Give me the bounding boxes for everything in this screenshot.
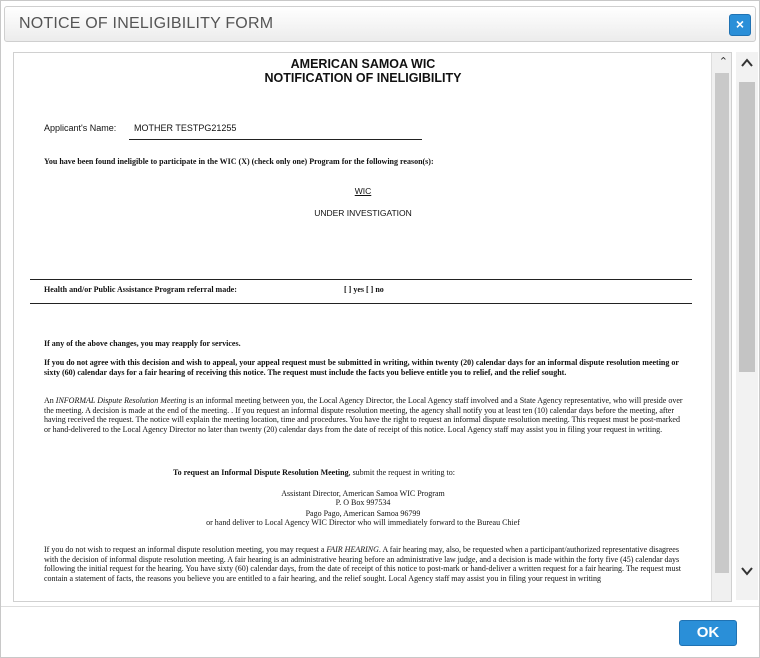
reapply-text: If any of the above changes, you may reapply for services. bbox=[44, 339, 241, 348]
ineligible-statement: You have been found ineligible to participate in the WIC (X) (check only one) Program for the following reason(s): bbox=[44, 157, 434, 166]
referral-value: [ ] yes [ ] no bbox=[344, 285, 384, 294]
scroll-up-icon[interactable] bbox=[740, 56, 754, 70]
applicant-name-line bbox=[129, 139, 422, 140]
request-instruction bbox=[14, 468, 614, 478]
idr-paragraph bbox=[44, 396, 684, 434]
fair-hearing-paragraph bbox=[44, 545, 684, 583]
address-line-4: or hand deliver to Local Agency WIC Director who will immediately forward to the Bureau Chief bbox=[206, 518, 520, 527]
dialog-titlebar bbox=[4, 6, 756, 42]
program-name: WIC bbox=[354, 186, 372, 196]
idr-rest: is an informal meeting between you, the Local Agency Director, the Local Agency staff involved and a State Agency representative, who will preside over the meeting. A decision is made at the end of the meeting. . If you request an informal dispute resolution meeting, the agency shall notify you at least ten (10) calendar days before the meeting, after having received the request. The notice will explain the meeting location, time and procedures. You have the right to request an informal dispute resolution meeting. This request must be post-marked or hand-delivered to the Local Agency Director no later than twenty (20) calendar days from the date of receipt of this notice. Local Agency staff may assist you in filing your request in writing. bbox=[44, 396, 683, 434]
address-line-1: Assistant Director, American Samoa WIC Program bbox=[281, 489, 445, 498]
divider-bottom bbox=[30, 303, 692, 304]
ok-button[interactable]: OK bbox=[679, 620, 737, 646]
document-viewer[interactable] bbox=[13, 52, 732, 602]
request-rest: , submit the request in writing to: bbox=[348, 468, 455, 477]
fh-emphasis: FAIR HEARING bbox=[326, 545, 379, 554]
applicant-name-value: MOTHER TESTPG21255 bbox=[134, 123, 237, 133]
address-line-3: Pago Pago, American Samoa 96799 bbox=[305, 509, 421, 518]
footer-divider bbox=[1, 606, 759, 607]
doc-heading-title: NOTIFICATION OF INELIGIBILITY bbox=[264, 71, 462, 85]
idr-prefix: An bbox=[44, 396, 56, 405]
idr-emphasis: INFORMAL Dispute Resolution Meeting bbox=[55, 396, 187, 405]
applicant-name-label: Applicant's Name: bbox=[44, 123, 117, 133]
appeal-text: If you do not agree with this decision and wish to appeal, your appeal request must be submitted in writing, within twenty (20) calendar days for an informal dispute resolution meeting or sixty (60) calendar days for a fair hearing of receiving this notice. The request must include the facts you believe entitle you to relief, and the relief sought. bbox=[44, 358, 679, 377]
fh-rest: . A fair hearing may, also, be requested when a participant/authorized representative disagrees with the decision of informal dispute resolution meeting. A fair hearing is an administrative hearing before an administrative law judge, and a decision is made within the forty five (45) calendar days following the initial request for the hearing. You have sixty (60) calendar days, from the date of receipt of this notice to post-mark or hand-deliver a written request for a fair hearing. The request must contain a statement of facts, the reasons you believe you are entitled to a fair hearing, and the relief sought. Local Agency staff may assist you in filing your request in writing bbox=[44, 545, 681, 583]
referral-label: Health and/or Public Assistance Program referral made: bbox=[44, 285, 237, 294]
doc-heading-agency: AMERICAN SAMOA WIC bbox=[290, 57, 436, 71]
scroll-down-icon[interactable] bbox=[740, 564, 754, 578]
close-icon[interactable]: × bbox=[729, 14, 751, 36]
ineligibility-reason: UNDER INVESTIGATION bbox=[314, 208, 412, 218]
address-line-2: P. O Box 997534 bbox=[335, 498, 391, 507]
dialog-title: NOTICE OF INELIGIBILITY FORM bbox=[19, 15, 274, 32]
chevron-up-icon[interactable]: ⌃ bbox=[718, 56, 728, 68]
fh-prefix: If you do not wish to request an informal dispute resolution meeting, you may request a bbox=[44, 545, 327, 554]
request-bold: To request an Informal Dispute Resolution Meeting bbox=[173, 468, 349, 477]
dialog-scrollbar[interactable] bbox=[736, 52, 758, 600]
document-scrollbar[interactable] bbox=[711, 53, 731, 601]
document-scroll-thumb[interactable] bbox=[715, 73, 729, 573]
divider-top bbox=[30, 279, 692, 280]
dialog-scroll-thumb[interactable] bbox=[739, 82, 755, 372]
